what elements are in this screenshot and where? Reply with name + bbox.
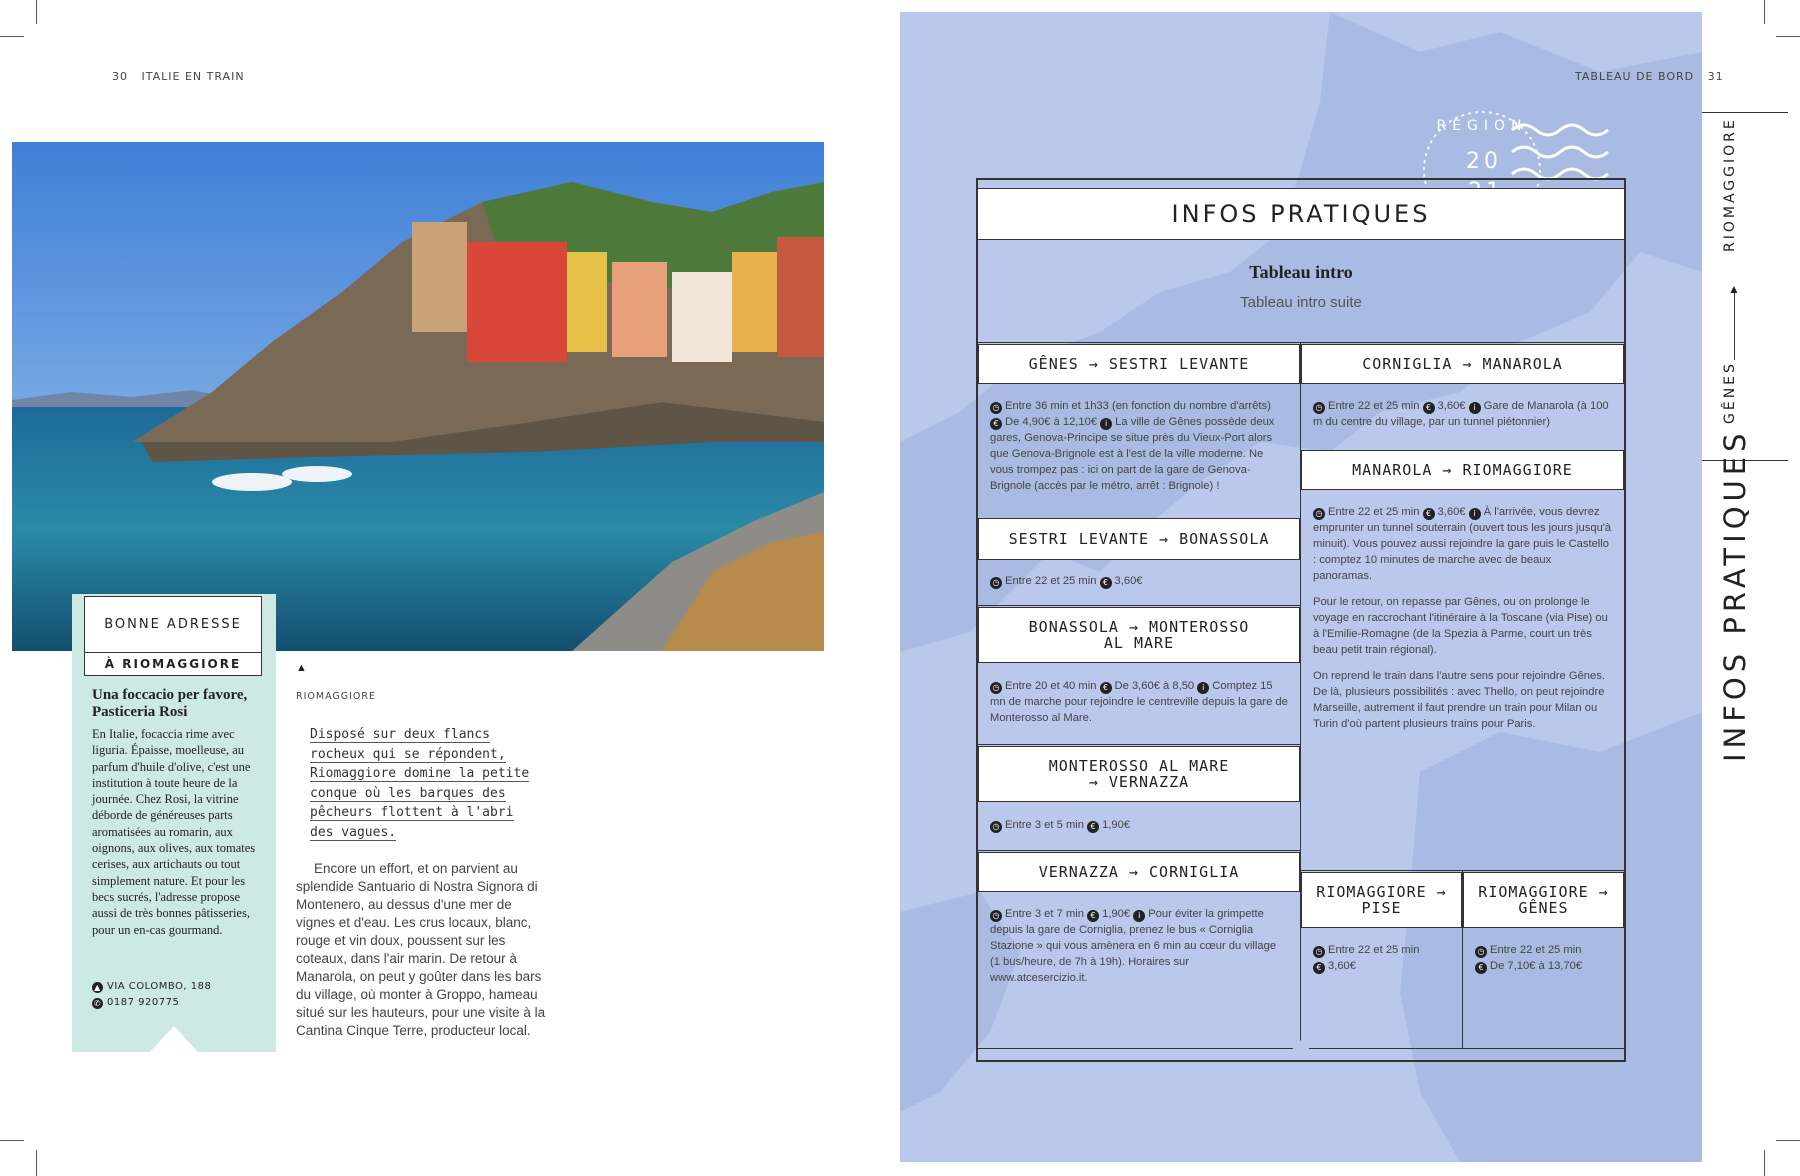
route-price: 1,90€ <box>1102 819 1131 831</box>
clock-icon: ◷ <box>990 682 1002 694</box>
clock-icon: ◷ <box>1313 402 1325 414</box>
caption-arrow-icon: ▲ <box>296 662 307 674</box>
card-phone: 0187 920775 <box>107 997 180 1008</box>
route-note: Gare de Manarola (à 100 m du centre du village, par un tunnel piétonnier) <box>1313 400 1609 428</box>
route-header: RIOMAGGIORE → PISE <box>1301 872 1462 928</box>
route-note: À l'arrivée, vous devrez emprunter un tunnel souterrain (ouvert tous les jours jusqu'à minuit). Vous pouvez aussi rejoindre la gare puis le Castello : comptez 10 minutes de marche avec de beaux panoramas. <box>1313 506 1612 582</box>
running-head-left <box>112 70 245 83</box>
route-price: De 3,60€ à 8,50 <box>1114 680 1195 692</box>
route-header: RIOMAGGIORE → GÊNES <box>1463 872 1624 928</box>
table-intro-title: Tableau intro <box>1249 262 1353 282</box>
route-header: GÊNES → SESTRI LEVANTE <box>978 344 1300 384</box>
pullquote <box>310 725 565 842</box>
route-duration: Entre 36 min et 1h33 (en fonction du nombre d'arrêts) <box>1005 400 1271 412</box>
route-header: BONASSOLA → MONTEROSSO AL MARE <box>978 607 1300 663</box>
running-head-title: ITALIE EN TRAIN <box>141 70 245 83</box>
route-details <box>978 573 1300 589</box>
route-details <box>978 906 1300 986</box>
card-body: En Italie, focaccia rime avec liguria. Épaisse, moelleuse, au parfum d'huile d'olive, c'est une institution à toute heure de la journée. Chez Rosi, la vitrine déborde de généreuses parts aromatisées au romarin, aux oignons, aux olives, aux tomates cerises, aux artichauts ou tout simplement nature. Et pour les becs sucrés, l'adresse propose aussi de très bonnes pâtisseries, pour un en-cas gourmand. <box>92 727 256 937</box>
route-price: De 4,90€ à 12,10€ <box>1005 416 1098 428</box>
crop-mark <box>1776 1140 1800 1141</box>
divider <box>978 342 1624 343</box>
running-head-right <box>1575 70 1724 83</box>
clock-icon: ◷ <box>1313 946 1325 958</box>
euro-icon: € <box>990 418 1002 430</box>
route-header: MANAROLA → RIOMAGGIORE <box>1301 450 1624 490</box>
route-duration: Entre 22 et 25 min <box>1490 944 1582 956</box>
route-duration: Entre 22 et 25 min <box>1328 506 1420 518</box>
clock-icon: ◷ <box>990 577 1002 589</box>
card-address: VIA COLOMBO, 188 <box>107 981 212 992</box>
route-duration: Entre 3 et 5 min <box>1005 819 1084 831</box>
section-sidebar <box>1702 112 1788 792</box>
euro-icon: € <box>1423 402 1435 414</box>
route-duration: Entre 22 et 25 min <box>1328 400 1420 412</box>
route-duration: Entre 22 et 25 min <box>1328 944 1420 956</box>
page-number: 30 <box>112 70 128 83</box>
route-paragraph: Pour le retour, on repasse par Gênes, ou on prolonge le voyage en raccrochant l'itinéraire à la Toscane (via Pise) ou à l'Emilie-Romagne (de la Spezia à Parme, court un très beau petit train régional). <box>1313 596 1608 656</box>
route-arrow-up-icon: ▲ <box>1728 282 1740 296</box>
route-duration: Entre 20 et 40 min <box>1005 680 1097 692</box>
info-icon: i <box>1100 418 1112 430</box>
crop-mark <box>36 1150 37 1176</box>
euro-icon: € <box>1087 910 1099 922</box>
pullquote-line: conque où les barques des <box>310 785 506 801</box>
photo-caption: RIOMAGGIORE <box>296 691 377 702</box>
route-arrow-line <box>1734 290 1735 360</box>
divider <box>1301 870 1624 871</box>
info-icon: i <box>1197 682 1209 694</box>
route-details <box>1301 504 1624 732</box>
route-details <box>1301 942 1462 974</box>
route-price: 1,90€ <box>1102 908 1131 920</box>
pullquote-line: Riomaggiore domine la petite <box>310 766 530 781</box>
route-paragraph: On reprend le train dans l'autre sens pour rejoindre Gênes. De là, plusieurs possibilités : avec Thello, on peut rejoindre Marseille, autrement il faut prendre un train pour Milan ou Turin d'où partent plusieurs trains pour Paris. <box>1313 670 1605 730</box>
euro-icon: € <box>1100 682 1112 694</box>
table-intro-subtitle: Tableau intro suite <box>1240 294 1362 311</box>
clock-icon: ◷ <box>1313 508 1325 520</box>
pullquote-line: rocheux qui se répondent, <box>310 746 506 762</box>
route-duration: Entre 22 et 25 min <box>1005 575 1097 587</box>
route-price: 3,60€ <box>1328 960 1356 972</box>
card-location: À RIOMAGGIORE <box>84 652 262 676</box>
crop-mark <box>1776 36 1800 37</box>
route-details <box>1463 942 1624 974</box>
route-price: De 7,10€ à 13,70€ <box>1490 960 1583 972</box>
route-price: 3,60€ <box>1114 575 1143 587</box>
euro-icon: € <box>1100 577 1112 589</box>
card-tab-label: BONNE ADRESSE <box>84 596 262 652</box>
euro-icon: € <box>1475 962 1487 974</box>
sidebar-section-title: INFOS PRATIQUES <box>1718 428 1752 762</box>
page-number: 31 <box>1707 70 1724 83</box>
card-title: Una foccacio per favore, Pasticeria Rosi <box>92 687 248 720</box>
route-header: VERNAZZA → CORNIGLIA <box>978 852 1300 892</box>
running-head-title: TABLEAU DE BORD <box>1575 70 1695 83</box>
route-price: 3,60€ <box>1437 506 1466 518</box>
divider <box>978 850 1300 851</box>
stamp-year-a: 20 <box>1466 149 1502 174</box>
euro-icon: € <box>1087 821 1099 833</box>
card-notch <box>150 1026 198 1052</box>
info-icon: i <box>1469 402 1481 414</box>
divider <box>978 744 1300 745</box>
crop-mark <box>0 1140 24 1141</box>
table-notch <box>1284 1040 1318 1058</box>
pullquote-line: pêcheurs flottent à l'abri <box>310 805 514 820</box>
divider <box>978 605 1300 606</box>
route-details <box>978 678 1300 726</box>
riomaggiore-photo <box>12 142 824 651</box>
route-details <box>978 817 1300 833</box>
crop-mark <box>1764 1150 1765 1176</box>
stamp-top-text: RÉGION <box>1436 118 1528 134</box>
route-header: CORNIGLIA → MANAROLA <box>1301 344 1624 384</box>
clock-icon: ◷ <box>990 402 1002 414</box>
route-note: La ville de Gênes possède deux gares, Genova-Principe se situe près du Vieux-Port alors que Genova-Brignole est à l'est de la ville moderne. Ne vous trompez pas : ici on part de la gare de Genova-Brignole (accès par le métro, arrêt : Brignole) ! <box>990 416 1275 492</box>
route-note: Pour éviter la grimpette depuis la gare de Corniglia, prenez le bus « Corniglia Stazione » qui vous amènera en 6 min au cœur du village (1 bus/heure, de 7h à 19h). Horaires sur www.atcesercizio.it. <box>990 908 1277 984</box>
route-details <box>978 398 1300 494</box>
route-header: MONTEROSSO AL MARE → VERNAZZA <box>978 746 1300 802</box>
crop-mark <box>1764 0 1765 24</box>
route-header: SESTRI LEVANTE → BONASSOLA <box>978 518 1300 560</box>
location-pin-icon: ▲ <box>92 982 103 993</box>
info-icon: i <box>1133 910 1145 922</box>
info-icon: i <box>1469 508 1481 520</box>
route-price: 3,60€ <box>1437 400 1466 412</box>
table-title: INFOS PRATIQUES <box>978 188 1624 240</box>
sidebar-route-from: GÊNES <box>1722 361 1738 424</box>
crop-mark <box>36 0 37 24</box>
route-note: Comptez 15 mn de marche pour rejoindre le centreville depuis la gare de Monterosso al Mare. <box>990 680 1288 724</box>
clock-icon: ◷ <box>1475 946 1487 958</box>
pullquote-line: des vagues. <box>310 824 397 840</box>
clock-icon: ◷ <box>990 821 1002 833</box>
route-details <box>1301 398 1624 430</box>
pullquote-line: Disposé sur deux flancs <box>310 727 491 742</box>
card-contact <box>92 979 211 1011</box>
route-duration: Entre 3 et 7 min <box>1005 908 1084 920</box>
body-text: Encore un effort, et on parvient au splendide Santuario di Nostra Signora di Montenero, au dessus d'une mer de vignes et d'eau. Les crus locaux, blanc, rouge et vin doux, poussent sur les coteaux, dans l'air marin. De retour à Manarola, on peut y goûter dans les bars du village, où monter à Groppo, hameau situé sur les hauteurs, pour une visite à la Cantina Cinque Terre, producteur local. <box>296 861 546 1038</box>
clock-icon: ◷ <box>990 910 1002 922</box>
euro-icon: € <box>1313 962 1325 974</box>
sidebar-route-to: RIOMAGGIORE <box>1722 117 1738 252</box>
euro-icon: € <box>1423 508 1435 520</box>
phone-icon: ✆ <box>93 999 102 1008</box>
crop-mark <box>0 36 24 37</box>
